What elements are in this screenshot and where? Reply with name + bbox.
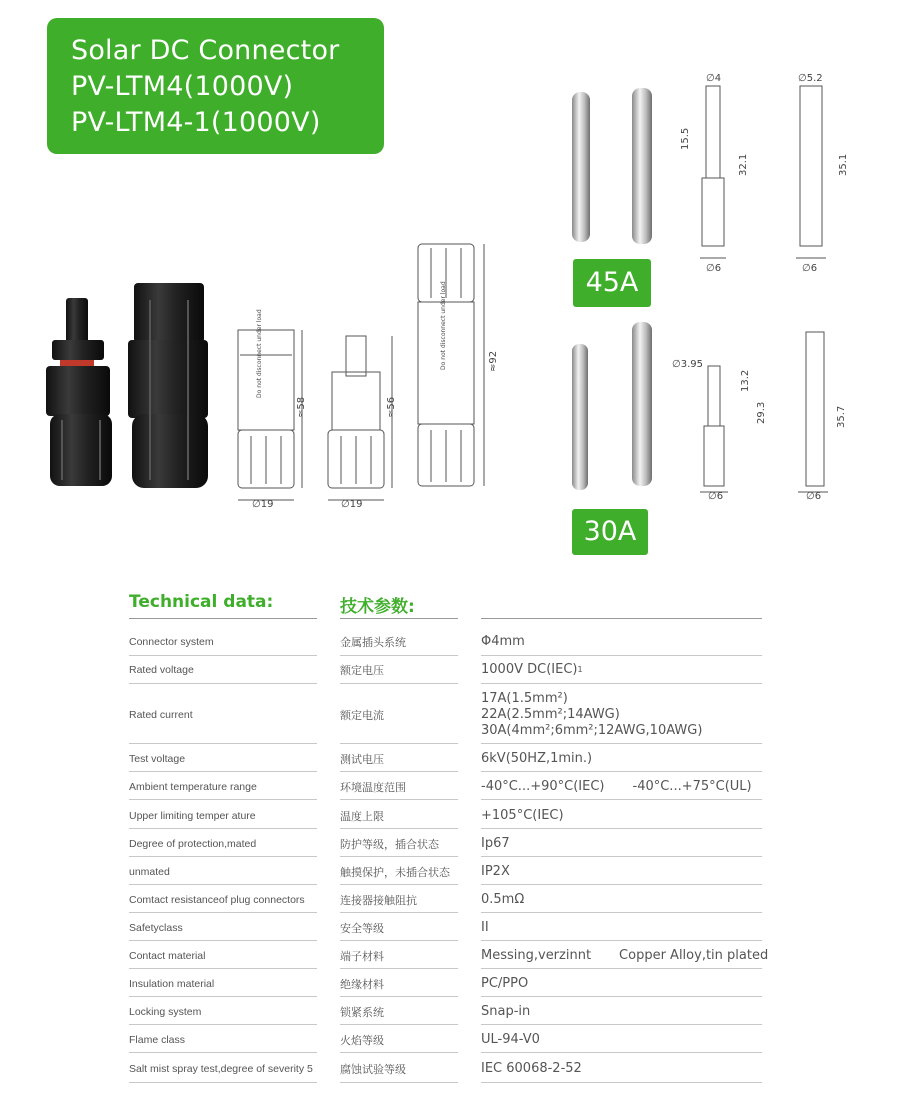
row-value: 0.5mΩ — [481, 892, 525, 907]
row-label-en: Comtact resistanceof plug connectors — [129, 894, 305, 906]
row-divider — [129, 940, 317, 941]
row-value: -40°C...+90°C(IEC) -40°C...+75°C(UL) — [481, 779, 752, 794]
dim-dia-19-male: ∅19 — [341, 499, 363, 510]
table-row — [0, 656, 900, 684]
dim-dia-5-2: ∅5.2 — [798, 73, 823, 84]
row-value: Ip67 — [481, 836, 510, 851]
warning-label-mated: Do not disconnect under load — [440, 281, 447, 370]
table-row — [0, 627, 900, 656]
row-label-cn: 额定电压 — [340, 664, 384, 677]
row-value: Snap-in — [481, 1004, 531, 1019]
row-divider — [129, 996, 317, 997]
row-label-cn: 触摸保护，未插合状态 — [340, 866, 450, 879]
dim-13-2: 13.2 — [740, 369, 751, 392]
row-label-cn: 端子材料 — [340, 950, 384, 963]
table-row — [0, 774, 900, 800]
row-label-cn: 安全等级 — [340, 922, 384, 935]
row-value: +105°C(IEC) — [481, 807, 564, 823]
row-divider — [340, 683, 458, 684]
title-line-1: Solar DC Connector — [71, 35, 340, 66]
dim-dia-6-d: ∅6 — [806, 491, 822, 502]
row-divider — [340, 996, 458, 997]
row-label-cn: 温度上限 — [340, 809, 384, 823]
row-divider — [481, 1052, 762, 1053]
badge-45a: 45A — [573, 259, 651, 307]
row-divider — [481, 1024, 762, 1025]
heading-underline-en — [129, 618, 317, 619]
pin-photos-30a — [572, 322, 652, 490]
pin-photos-45a — [572, 88, 652, 244]
male-connector-photo — [46, 298, 112, 486]
table-row — [0, 802, 900, 829]
row-divider — [129, 856, 317, 857]
row-label-en: Test voltage — [129, 753, 186, 765]
row-label-en: Contact material — [129, 950, 206, 962]
row-divider — [129, 828, 317, 829]
dim-29-3: 29.3 — [756, 401, 767, 424]
row-label-cn: 额定电流 — [340, 709, 384, 722]
row-divider — [340, 940, 458, 941]
row-value: 1000V DC(IEC) 1 — [481, 662, 583, 677]
row-divider — [340, 884, 458, 885]
row-label-cn: 锁紧系统 — [340, 1006, 384, 1019]
table-row — [0, 686, 900, 744]
row-divider — [481, 856, 762, 857]
mated-drawing — [418, 244, 484, 486]
row-label-cn: 连接器接触阻抗 — [340, 894, 417, 907]
warning-label-female: Do not disconnect under load — [256, 309, 263, 398]
row-label-en: unmated — [129, 866, 170, 878]
row-divider — [129, 771, 317, 772]
row-value: PC/PPO — [481, 976, 529, 991]
pin-drawings — [700, 86, 828, 492]
dim-dia-6-b: ∅6 — [802, 263, 818, 274]
row-label-en: Rated current — [129, 709, 193, 721]
female-drawing — [238, 330, 302, 500]
table-row — [0, 859, 900, 885]
table-row — [0, 971, 900, 997]
row-divider — [129, 799, 317, 800]
heading-underline-val — [481, 618, 762, 619]
row-divider — [340, 743, 458, 744]
row-label-cn: 防护等级，插合状态 — [340, 838, 439, 851]
row-value: Φ4mm — [481, 633, 525, 649]
row-label-en: Salt mist spray test,degree of severity 5 — [129, 1063, 313, 1075]
row-divider — [481, 743, 762, 744]
row-label-en: Locking system — [129, 1006, 202, 1018]
row-divider — [340, 1024, 458, 1025]
table-row — [0, 831, 900, 857]
row-label-en: Ambient temperature range — [129, 781, 257, 793]
dim-height-58: ≈58 — [296, 396, 307, 418]
male-drawing — [328, 336, 392, 500]
row-value: UL-94-V0 — [481, 1032, 540, 1047]
table-row — [0, 1027, 900, 1053]
heading-technical-data-en: Technical data: — [129, 592, 274, 612]
row-label-cn: 测试电压 — [340, 753, 384, 766]
dim-35-1: 35.1 — [838, 153, 849, 176]
female-connector-photo — [128, 283, 208, 488]
row-divider — [481, 996, 762, 997]
table-row — [0, 746, 900, 772]
row-divider — [481, 968, 762, 969]
row-divider — [340, 968, 458, 969]
row-value: II — [481, 920, 489, 935]
row-divider — [481, 683, 762, 684]
row-label-cn: 环境温度范围 — [340, 781, 406, 794]
row-divider — [129, 1024, 317, 1025]
row-value: IEC 60068-2-52 — [481, 1061, 582, 1076]
row-label-en: Degree of protection,mated — [129, 838, 257, 850]
row-divider — [340, 1082, 458, 1083]
row-divider — [129, 1082, 317, 1083]
row-label-en: Insulation material — [129, 978, 215, 990]
row-divider — [340, 912, 458, 913]
row-divider — [481, 828, 762, 829]
dim-35-7: 35.7 — [836, 405, 847, 428]
row-divider — [481, 799, 762, 800]
row-label-en: Connector system — [129, 635, 214, 648]
title-line-3: PV-LTM4-1(1000V) — [71, 107, 321, 138]
row-divider — [481, 940, 762, 941]
row-value: 17A(1.5mm²) 22A(2.5mm²;14AWG) 30A(4mm²;6mm²;12AWG,10AWG) — [481, 691, 703, 738]
row-label-cn: 腐蚀试验等级 — [340, 1063, 406, 1076]
table-row — [0, 943, 900, 969]
row-value: 6kV(50HZ,1min.) — [481, 751, 593, 766]
title-line-2: PV-LTM4(1000V) — [71, 71, 294, 102]
dim-15-5: 15.5 — [680, 127, 691, 150]
row-label-en: Flame class — [129, 1034, 186, 1046]
row-divider — [340, 1052, 458, 1053]
row-divider — [129, 1052, 317, 1053]
table-row — [0, 915, 900, 941]
dim-dia-19-female: ∅19 — [252, 499, 274, 510]
row-label-en: Safetyclass — [129, 922, 183, 934]
row-label-en: Upper limiting temper ature — [129, 809, 256, 822]
row-divider — [340, 799, 458, 800]
row-divider — [340, 771, 458, 772]
row-value: IP2X — [481, 864, 510, 879]
heading-underline-cn — [340, 618, 458, 619]
dim-dia-6-c: ∅6 — [708, 491, 724, 502]
dim-dia-6-a: ∅6 — [706, 263, 722, 274]
heading-technical-data-cn: 技术参数: — [340, 597, 415, 617]
row-divider — [340, 856, 458, 857]
dim-32-1: 32.1 — [738, 153, 749, 176]
table-row — [0, 999, 900, 1025]
dim-dia-4: ∅4 — [706, 73, 722, 84]
row-value: Messing,verzinnt Copper Alloy,tin plated — [481, 948, 769, 963]
row-label-en: Rated voltage — [129, 664, 194, 676]
row-divider — [340, 828, 458, 829]
row-divider — [129, 884, 317, 885]
table-row — [0, 887, 900, 913]
row-divider — [129, 912, 317, 913]
row-divider — [481, 771, 762, 772]
badge-30a: 30A — [572, 509, 648, 555]
table-row — [0, 1055, 900, 1083]
dim-height-56: ≈56 — [386, 396, 397, 418]
row-label-cn: 火焰等级 — [340, 1034, 384, 1047]
row-label-cn: 金属插头系统 — [340, 635, 406, 649]
dim-height-92: ≈92 — [488, 350, 499, 372]
row-divider — [481, 912, 762, 913]
row-divider — [481, 884, 762, 885]
row-divider — [129, 968, 317, 969]
dim-dia-3-95: ∅3.95 — [672, 359, 703, 370]
row-divider — [129, 743, 317, 744]
row-divider — [129, 683, 317, 684]
row-divider — [481, 1082, 762, 1083]
row-label-cn: 绝缘材料 — [340, 978, 384, 991]
